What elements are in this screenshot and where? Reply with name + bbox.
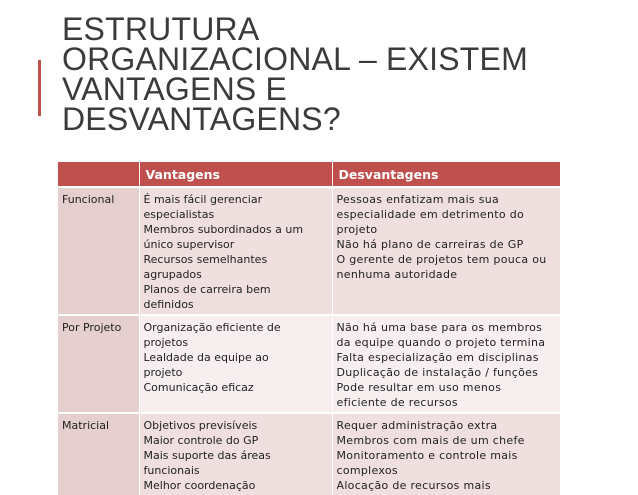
cell-line: Planos de carreira bem (143, 283, 271, 296)
cell-line: O gerente de projetos tem pouca ou (336, 253, 547, 266)
cell-line: Objetivos previsíveis (143, 419, 258, 432)
row-label: Funcional (58, 187, 139, 315)
cell-line: Lealdade da equipe ao (143, 351, 269, 364)
cell-line: projeto (336, 223, 378, 236)
title-line: VANTAGENS E (62, 71, 288, 107)
comparison-table (58, 162, 561, 495)
row-label: Por Projeto (58, 315, 139, 413)
row-label: Matricial (58, 413, 139, 495)
vantagens-cell (139, 187, 332, 315)
title-line: DESVANTAGENS? (62, 101, 341, 137)
cell-line: complexos (336, 464, 398, 477)
cell-line: Maior controle do GP (143, 434, 259, 447)
cell-line: agrupados (143, 268, 202, 281)
cell-line: Falta especialização em disciplinas (336, 351, 539, 364)
desvantagens-cell (332, 315, 560, 413)
desvantagens-cell (332, 187, 560, 315)
cell-line: da equipe quando o projeto termina (336, 336, 546, 349)
cell-line: Comunicação eficaz (143, 381, 254, 394)
cell-line: eficiente de recursos (336, 396, 458, 409)
cell-line: projeto (143, 366, 183, 379)
cell-line: Duplicação de instalação / funções (336, 366, 539, 379)
table-row-matricial (58, 413, 560, 495)
header-vantagens: Vantagens (139, 162, 332, 187)
cell-line: Organização eficiente de (143, 321, 281, 334)
cell-line: definidos (143, 298, 194, 311)
table-row-por-projeto (58, 315, 560, 413)
vantagens-cell (139, 413, 332, 495)
slide-title (62, 11, 622, 137)
header-desvantagens: Desvantagens (332, 162, 560, 187)
cell-line: Requer administração extra (336, 419, 498, 432)
cell-line: Não há plano de carreiras de GP (336, 238, 524, 251)
cell-line: funcionais (143, 464, 200, 477)
cell-line: Pode resultar em uso menos (336, 381, 502, 394)
title-line: ESTRUTURA (62, 11, 260, 47)
cell-line: Membros subordinados a um (143, 223, 304, 236)
table-header-row (58, 162, 560, 187)
cell-line: Alocação de recursos mais (336, 479, 491, 492)
cell-line: Mais suporte das áreas (143, 449, 271, 462)
cell-line: Membros com mais de um chefe (336, 434, 525, 447)
cell-line: nenhuma autoridade (336, 268, 458, 281)
desvantagens-cell (332, 413, 560, 495)
cell-line: Monitoramento e controle mais (336, 449, 518, 462)
table-row-funcional (58, 187, 560, 315)
header-empty (58, 162, 139, 187)
cell-line: Melhor coordenação (143, 479, 256, 492)
cell-line: É mais fácil gerenciar (143, 193, 263, 206)
cell-line: Pessoas enfatizam mais sua (336, 193, 500, 206)
title-line: ORGANIZACIONAL – EXISTEM (62, 41, 528, 77)
cell-line: Não há uma base para os membros (336, 321, 543, 334)
title-accent-bar (38, 60, 41, 116)
cell-line: Recursos semelhantes (143, 253, 268, 266)
cell-line: projetos (143, 336, 189, 349)
cell-line: especialistas (143, 208, 215, 221)
cell-line: único supervisor (143, 238, 235, 251)
cell-line: especialidade em detrimento do (336, 208, 525, 221)
vantagens-cell (139, 315, 332, 413)
